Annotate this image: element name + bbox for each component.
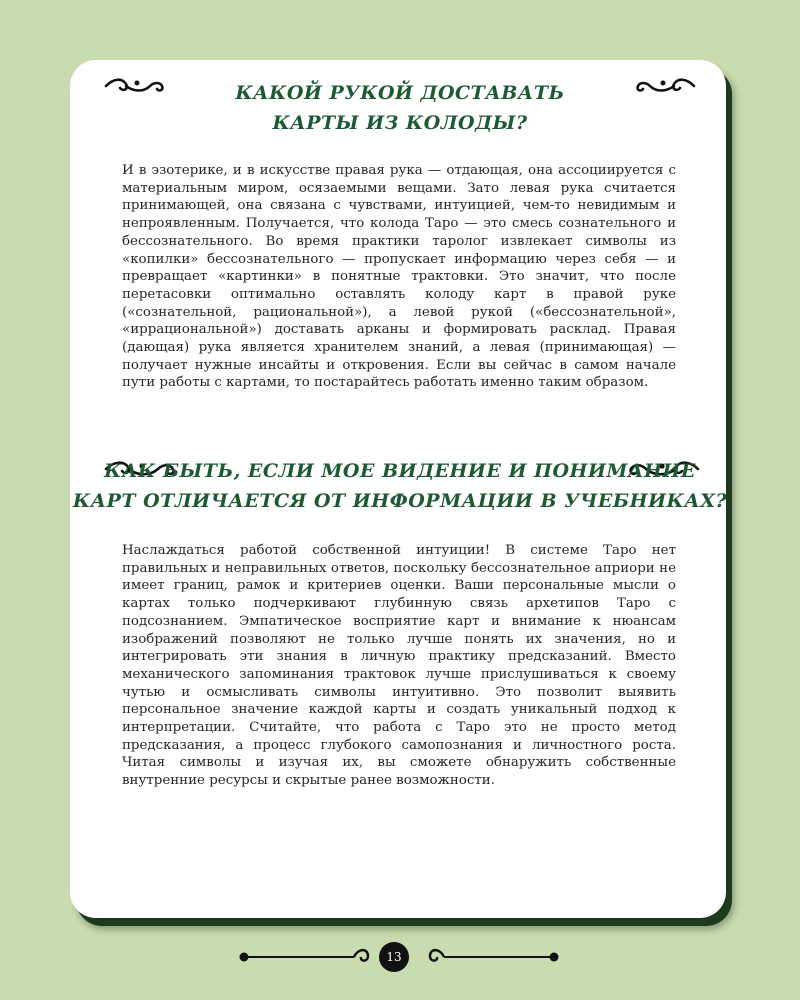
section1-title (0, 78, 800, 138)
section2-body: Наслаждаться работой собственной интуиции! В системе Таро нет правильных и неправильных ответов, поскольку бессознательное априори не имеет границ, рамок и критериев оценки. Ваши персональные мысли о картах только подчеркивают глубинную связь архетипов Таро с подсознанием. Эмпатическое восприятие карт и внимание к нюансам изображений позволяют не только лучше понять их значения, но и интегрировать эти знания в личную практику предсказаний. Вместо механического запоминания трактовок лучше прислушиваться к своему чутью и осмысливать символы интуитивно. Это позволит выявить персональное значение каждой карты и создать уникальный подход к интерпретации. Считайте, что работа с Таро это не просто метод предсказания, а процесс глубокого самопознания и личностного роста. Читая символы и изучая их, вы сможете обнаружить собственные внутренние ресурсы и скрытые ранее возможности. (122, 543, 676, 789)
page-number: 13 (379, 942, 409, 972)
section1-title-line1: КАКОЙ РУКОЙ ДОСТАВАТЬ (235, 82, 565, 104)
page-footer (236, 936, 562, 976)
section1-body: И в эзотерике, и в искусстве правая рука — отдающая, она ассоциируется с материальным миром, осязаемыми вещами. Зато левая рука считается принимающей, она связана с чувствами, интуицией, чем-то невидимым и непроявленным. Получается, что колода Таро — это смесь сознательного и бессознательного. Во время практики таролог извлекает символы из «копилки» бессознательного — пропускает информацию через себя — и превращает «картинки» в понятные трактовки. Это значит, что после перетасовки оптимально оставлять колоду карт в правой руке («сознательной, рациональной»), а левой рукой («бессознательной», «иррациональной») доставать арканы и формировать расклад. Правая (дающая) рука является хранителем знаний, а левая (принимающая) — получает нужные инсайты и откровения. Если вы сейчас в самом начале пути работы с картами, то постарайтесь работать именно таким образом. (122, 163, 676, 391)
section1-title-line2: КАРТЫ ИЗ КОЛОДЫ? (272, 112, 528, 134)
section2-title-line2: КАРТ ОТЛИЧАЕТСЯ ОТ ИНФОРМАЦИИ В УЧЕБНИКАХ? (72, 490, 728, 512)
section2-title (0, 456, 800, 516)
section2-title-line1: КАК БЫТЬ, ЕСЛИ МОЕ ВИДЕНИЕ И ПОНИМАНИЕ (104, 460, 696, 482)
